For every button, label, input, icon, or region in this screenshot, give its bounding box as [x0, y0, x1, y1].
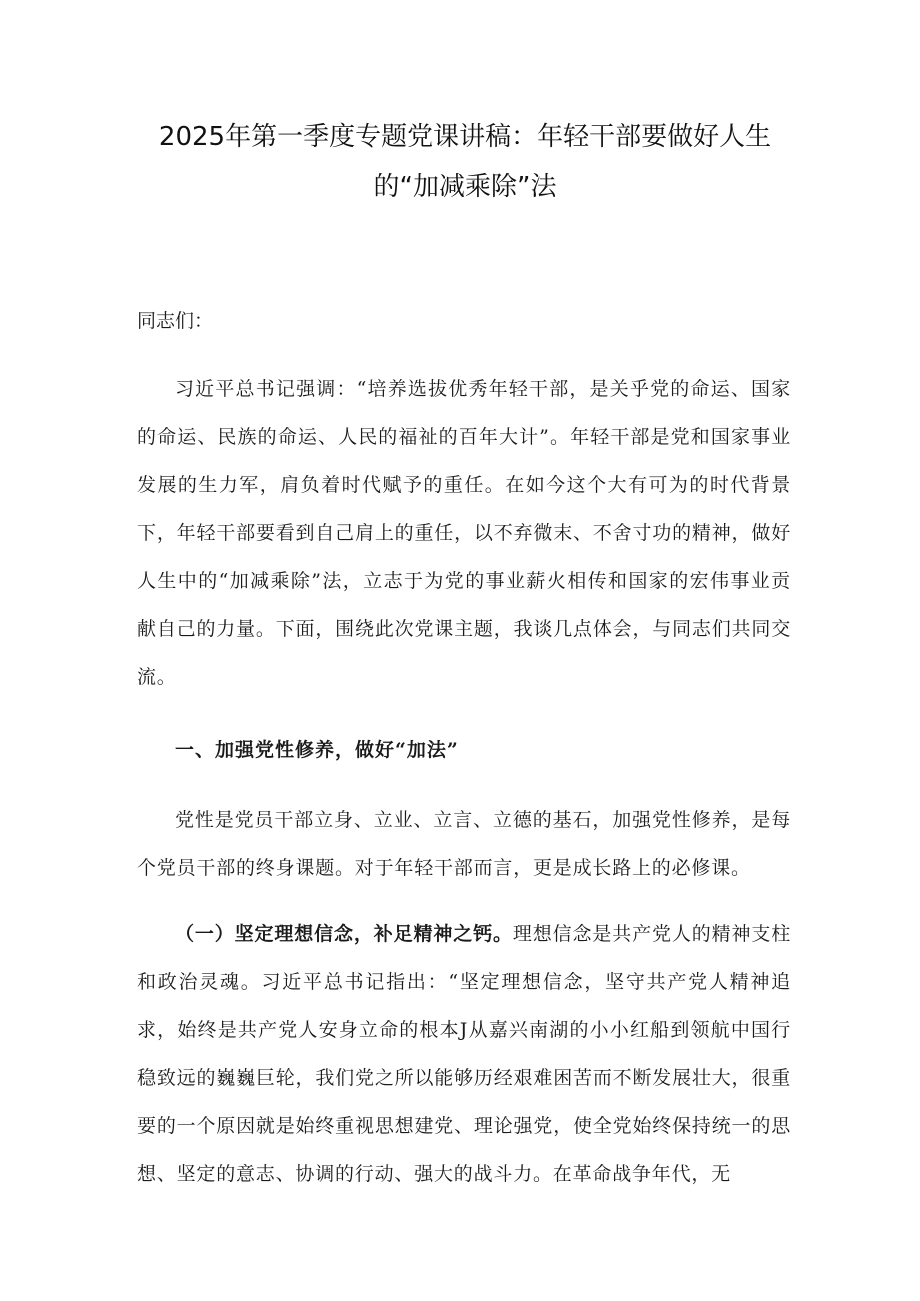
title-line-1: 2025年第一季度专题党课讲稿：年轻干部要做好人生: [158, 122, 772, 152]
subsection-1-body: 理想信念是共产党人的精神支柱和政治灵魂。习近平总书记指出：“坚定理想信念，坚守共产党人精神追求，始终是共产党人安身立命的根本J从嘉兴南湖的小小红船到领航中国行稳致远的巍巍巨轮，我们党之所以能够历经艰难困苦而不断发展壮大，很重要的一个原因就是始终重视思想建党、理论强党，使全党始终保持统一的思想、坚定的意志、协调的行动、强大的战斗力。在革命战争年代，无: [137, 923, 791, 1185]
document-title: [120, 112, 810, 212]
section-1-paragraph: 党性是党员干部立身、立业、立言、立德的基石，加强党性修养，是每个党员干部的终身课题。对于年轻干部而言，更是成长路上的必修课。: [137, 809, 791, 879]
title-line-2: 的“加减乘除”法: [373, 172, 557, 202]
subsection-1-paragraph: [137, 910, 791, 1198]
section-heading-1: 一、加强党性修养，做好“加法”: [175, 739, 459, 761]
subsection-1-lead: （一）坚定理想信念，补足精神之钙。: [175, 923, 513, 945]
intro-paragraph: 习近平总书记强调：“培养选拔优秀年轻干部，是关乎党的命运、国家的命运、民族的命运、人民的福祉的百年大计”。年轻干部是党和国家事业发展的生力军，肩负着时代赋予的重任。在如今这个大有可为的时代背景下，年轻干部要看到自己肩上的重任，以不弃微末、不舍寸功的精神，做好人生中的“加减乘除”法，立志于为党的事业薪火相传和国家的宏伟事业贡献自己的力量。下面，围绕此次党课主题，我谈几点体会，与同志们共同交流。: [137, 378, 791, 688]
greeting: 同志们：: [137, 310, 214, 332]
